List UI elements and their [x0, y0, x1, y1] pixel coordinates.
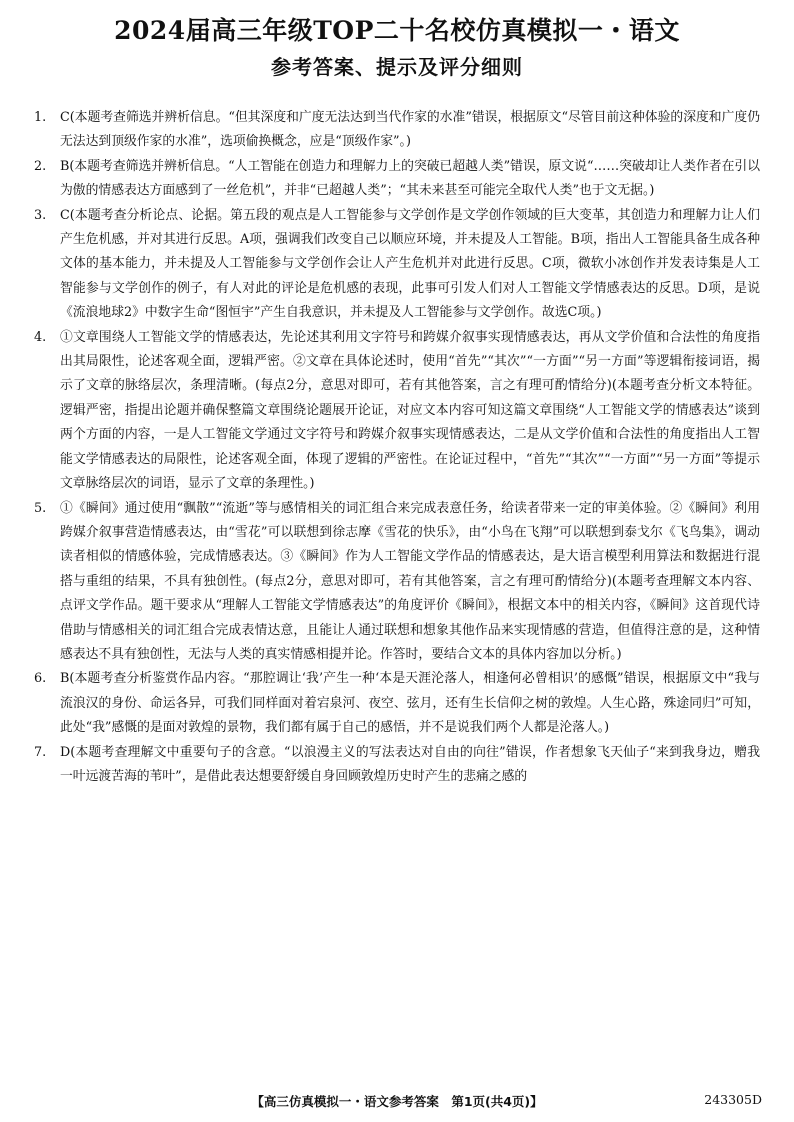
answer-item-7 — [34, 741, 760, 790]
answer-text: C(本题考查筛选并辨析信息。“但其深度和广度无法达到当代作家的水准”错误，根据原文“尽管目前这种体验的深度和广度仍无法达到顶级作家的水准”，选项偷换概念，应是“顶级作家”。) — [60, 110, 760, 150]
answer-text: B(本题考查分析鉴赏作品内容。“那腔调让‘我’产生一种‘本是天涯沦落人，相逢何必曾相识’的感慨”错误，根据原文中“我与流浪汉的身份、命运各异，可我们同样面对着宕泉河、夜空、弦月，还有生长信仰之树的敦煌。人生心路，殊途同归”可知，此处“我”感慨的是面对敦煌的景物，我们都有属于自己的感悟，并不是说我们两个人都是沦落人。) — [60, 671, 760, 736]
answer-list — [34, 106, 760, 789]
answer-number: 1. — [34, 110, 47, 125]
answer-number: 6. — [34, 671, 47, 687]
answer-item-3 — [34, 204, 760, 326]
answer-number: 4. — [34, 329, 47, 345]
answer-item-4 — [34, 326, 760, 497]
answer-text: C(本题考查分析论点、论据。第五段的观点是人工智能参与文学创作是文学创作领域的巨大变革，其创造力和理解力让人们产生危机感，并对其进行反思。A项，强调我们改变自己以顺应环境，并未提及人工智能。B项，指出人工智能具备生成各种文体的基本能力，并未提及人工智能参与文学创作会让人产生危机并对此进行反思。C项，微软小冰创作并发表诗集是人工智能参与文学创作的例子，有人对此的评论是危机感的表现，此事可引发人们对人工智能文学情感表达的反思。D项，是说《流浪地球2》中数字生命“图恒宇”产生自我意识，并未提及人工智能参与文学创作。故选C项。) — [60, 207, 760, 321]
answer-number: 2. — [34, 158, 47, 174]
page-title: 2024届高三年级TOP二十名校仿真模拟一・语文 — [114, 16, 680, 45]
footer-page-info: 【高三仿真模拟一・语文参考答案 第1页(共4页)】 — [251, 1094, 543, 1109]
answer-item-2 — [34, 155, 760, 204]
answer-number: 5. — [34, 500, 47, 516]
answer-text: ①《瞬间》通过使用“飘散”“流逝”等与感情相关的词汇组合来完成表意任务，给读者带来一定的审美体验。②《瞬间》利用跨媒介叙事营造情感表达，由“雪花”可以联想到徐志摩《雪花的快乐》，由“小鸟在飞翔”可以联想到泰戈尔《飞鸟集》，调动读者相似的情感体验，完成情感表达。③《瞬间》作为人工智能文学作品的情感表达，是大语言模型利用算法和数据进行混搭与重组的结果，不具有独创性。(每点2分，意思对即可，若有其他答案，言之有理可酌情给分)(本题考查理解文本内容、点评文学作品。题干要求从“理解人工智能文学情感表达”的角度评价《瞬间》，根据文本中的相关内容，《瞬间》这首现代诗借助与情感相关的词汇组合完成表情达意，且能让人通过联想和想象其他作品来实现情感的营造，但值得注意的是，这种情感表达不具有独创性，无法与人类的真实情感相提并论。作答时，要结合文本的具体内容加以分析。) — [60, 500, 760, 662]
page-subtitle: 参考答案、提示及评分细则 — [271, 55, 523, 79]
answer-number: 3. — [34, 207, 47, 223]
answer-item-1 — [34, 106, 760, 155]
answer-text: ①文章围绕人工智能文学的情感表达，先论述其利用文字符号和跨媒介叙事实现情感表达，再从文学价值和合法性的角度指出其局限性，论述客观全面，逻辑严密。②文章在具体论述时，使用“首先”“其次”“一方面”“另一方面”等逻辑衔接词语，揭示了文章的脉络层次，条理清晰。(每点2分，意思对即可，若有其他答案，言之有理可酌情给分)(本题考查分析文本特征。逻辑严密，指提出论题并确保整篇文章围绕论题展开论证，对应文本内容可知这篇文章围绕“人工智能文学的情感表达”谈到两个方面的内容，一是人工智能文学通过文字符号和跨媒介叙事实现情感表达，二是从文学价值和合法性的角度指出人工智能文学情感表达的局限性，论述客观全面，体现了逻辑的严密性。在论证过程中，“首先”“其次”“一方面”“另一方面”等提示文章脉络层次的词语，显示了文章的条理性。) — [60, 329, 760, 492]
footer-exam-code: 243305D — [704, 1092, 762, 1107]
answer-text: D(本题考查理解文中重要句子的含意。“以浪漫主义的写法表达对自由的向往”错误，作者想象飞天仙子“来到我身边，赠我一叶远渡苦海的苇叶”，是借此表达想要舒缓自身回顾敦煌历史时产生的悲痛之感的 — [60, 744, 760, 784]
answer-text: B(本题考查筛选并辨析信息。“人工智能在创造力和理解力上的突破已超越人类”错误，原文说“……突破却让人类作者在引以为傲的情感表达方面感到了一丝危机”，并非“已超越人类”；“其未来甚至可能完全取代人类”也于文无据。) — [60, 158, 760, 199]
answer-item-5 — [34, 497, 760, 668]
answer-item-6 — [34, 667, 760, 740]
answer-number: 7. — [34, 744, 47, 760]
